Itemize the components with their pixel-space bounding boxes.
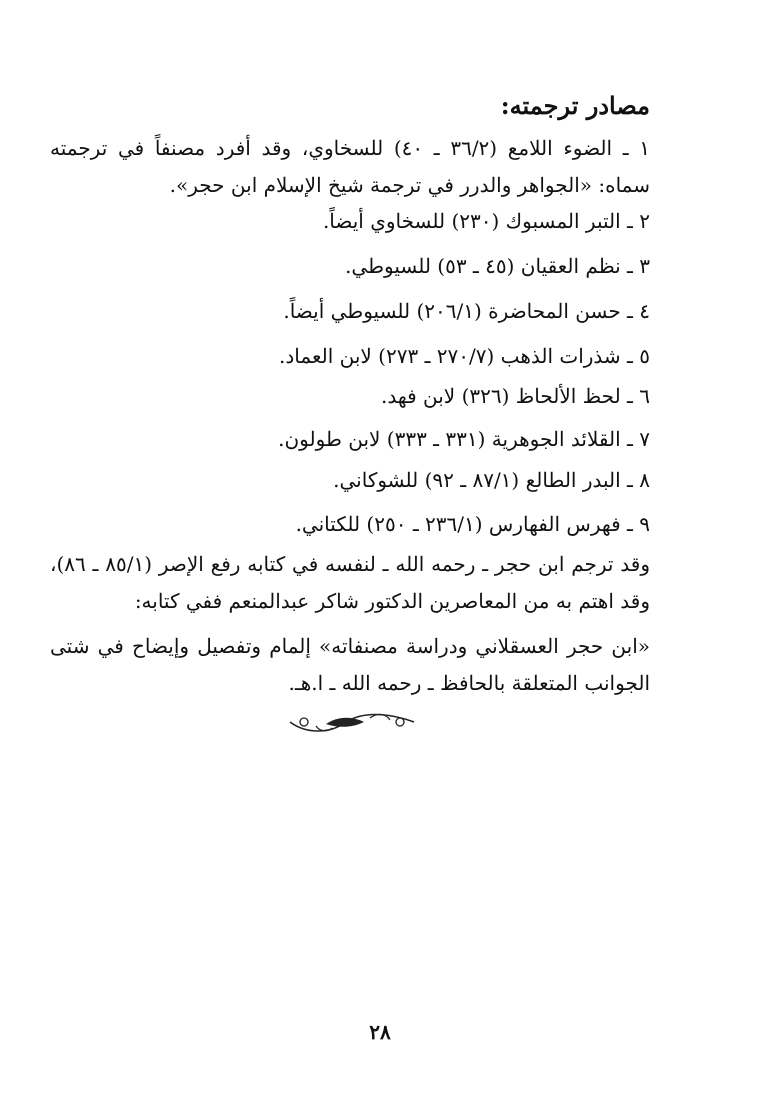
source-item-9: ٩ ـ فهرس الفهارس (٢٣٦/١ ـ ٢٥٠) للكتاني. [295, 512, 650, 536]
page-number: ٢٨ [369, 1020, 391, 1044]
source-item-4: ٤ ـ حسن المحاضرة (٢٠٦/١) للسيوطي أيضاً. [283, 299, 650, 323]
source-item-2: ٢ ـ التبر المسبوك (٢٣٠) للسخاوي أيضاً. [322, 209, 650, 233]
self-biography-note: وقد ترجم ابن حجر ـ رحمه الله ـ لنفسه في كتابه رفع الإصر (٨٥/١ ـ ٨٦)، وقد اهتم به من المعاصرين الدكتور شاكر عبدالمنعم ففي كتابه: [50, 552, 650, 613]
source-item-7: ٧ ـ القلائد الجوهرية (٣٣١ ـ ٣٣٣) لابن طولون. [278, 427, 650, 451]
source-item-8: ٨ ـ البدر الطالع (٨٧/١ ـ ٩٢) للشوكاني. [333, 468, 650, 492]
source-item-1: ١ ـ الضوء اللامع (٣٦/٢ ـ ٤٠) للسخاوي، وقد أفرد مصنفاً في ترجمته سماه: «الجواهر والدرر في ترجمة شيخ الإسلام ابن حجر». [50, 136, 651, 197]
decorative-divider-icon [286, 708, 418, 736]
section-heading: مصادر ترجمته: [500, 91, 650, 120]
source-item-6: ٦ ـ لحظ الألحاظ (٣٢٦) لابن فهد. [381, 384, 650, 408]
source-item-5: ٥ ـ شذرات الذهب (٢٧٠/٧ ـ ٢٧٣) لابن العماد. [279, 344, 650, 368]
source-item-3: ٣ ـ نظم العقيان (٤٥ ـ ٥٣) للسيوطي. [345, 254, 650, 278]
study-reference-note: «ابن حجر العسقلاني ودراسة مصنفاته» إلمام وتفصيل وإيضاح في شتى الجوانب المتعلقة بالحافظ ـ رحمه الله ـ ا.هـ. [50, 634, 650, 695]
